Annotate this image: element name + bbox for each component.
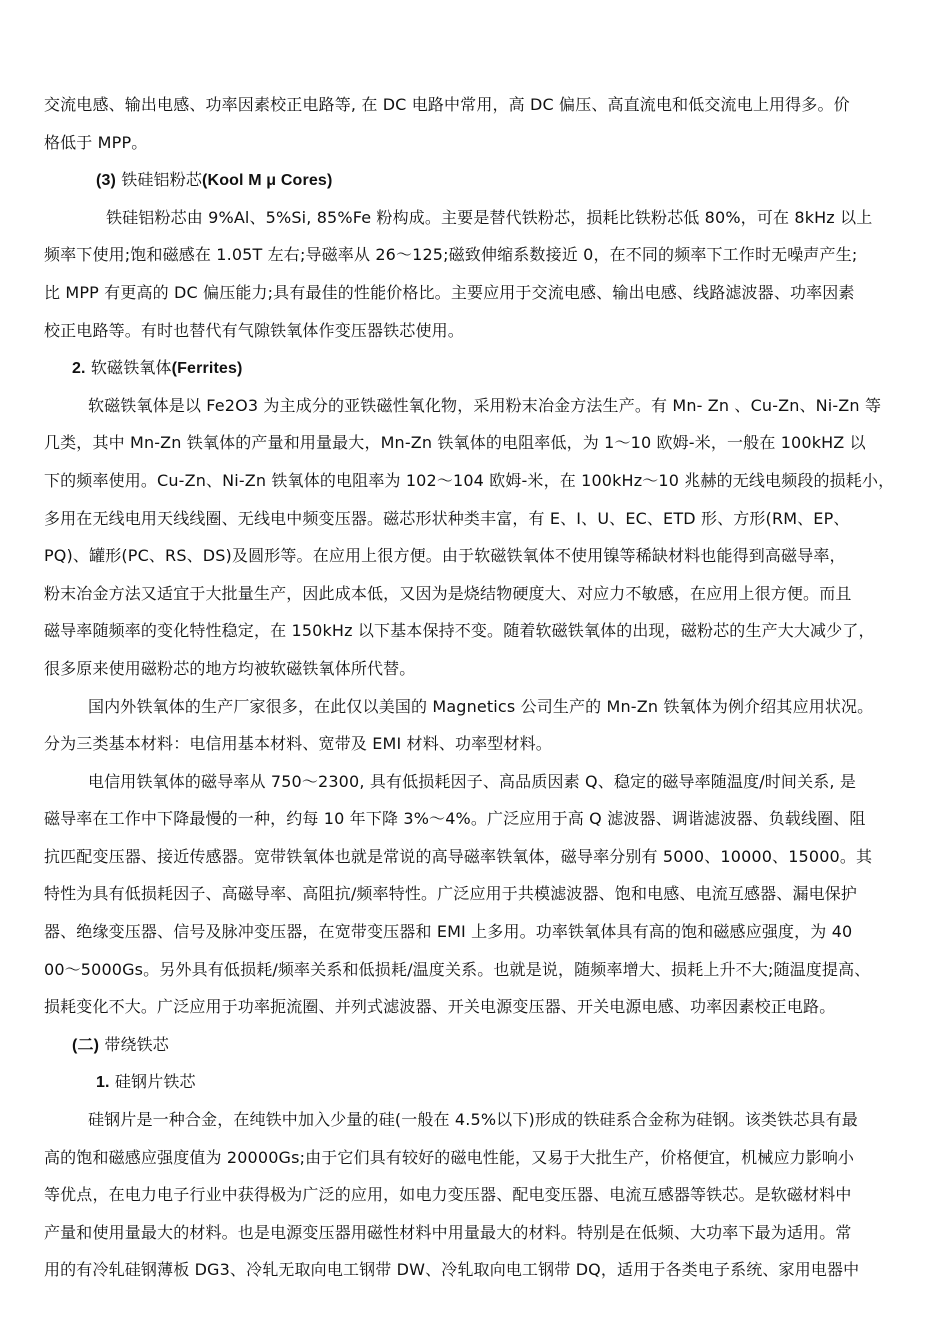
text-line: 多用在无线电用天线线圈、无线电中频变压器。磁芯形状种类丰富，有 E、I、U、EC、ETD 形、方形(RM、EP、 [44, 508, 850, 528]
text-line: 磁导率随频率的变化特性稳定，在 150kHz 以下基本保持不变。随着软磁铁氧体的出现，磁粉芯的生产大大减少了， [44, 621, 875, 641]
heading-number: 1. [96, 1074, 110, 1092]
document-page [44, 86, 922, 1289]
section-heading [44, 1063, 922, 1101]
text-line: 硅钢片是一种合金，在纯铁中加入少量的硅(一般在 4.5%以下)形成的铁硅系合金称为硅钢。该类铁芯具有最 [88, 1110, 858, 1130]
text-line: 格低于 MPP。 [44, 132, 148, 152]
text-line: 产量和使用量最大的材料。也是电源变压器用磁性材料中用量最大的材料。特别是在低频、大功率下最为适用。常 [44, 1222, 852, 1242]
text-line: 抗匹配变压器、接近传感器。宽带铁氧体也就是常说的高导磁率铁氧体，磁导率分别有 5000、10000、15000。其 [44, 846, 873, 866]
text-line: 几类，其中 Mn-Zn 铁氧体的产量和用量最大，Mn-Zn 铁氧体的电阻率低，为 1～10 欧姆-米，一般在 100kHZ 以 [44, 433, 866, 453]
heading-number: (二) [72, 1036, 100, 1054]
text-line: 粉末冶金方法又适宜于大批量生产，因此成本低，又因为是烧结物硬度大、对应力不敏感，在应用上很方便。而且 [44, 583, 852, 603]
text-line: 下的频率使用。Cu-Zn、Ni-Zn 铁氧体的电阻率为 102～104 欧姆-米，在 100kHz～10 兆赫的无线电频段的损耗小， [44, 470, 895, 490]
text-line: 交流电感、输出电感、功率因素校正电路等, 在 DC 电路中常用，高 DC 偏压、高直流电和低交流电上用得多。价 [44, 95, 850, 114]
section-heading [44, 349, 922, 387]
text-line: 高的饱和磁感应强度值为 20000Gs;由于它们具有较好的磁电性能，又易于大批生产，价格便宜，机械应力影响小 [44, 1147, 855, 1167]
heading-english: (Kool M μ Cores) [202, 172, 333, 190]
text-line: 铁硅铝粉芯由 9%Al、5%Si, 85%Fe 粉构成。主要是替代铁粉芯，损耗比铁粉芯低 80%，可在 8kHz 以上 [106, 207, 873, 227]
text-line: 比 MPP 有更高的 DC 偏压能力;具有最佳的性能价格比。主要应用于交流电感、输出电感、线路滤波器、功率因素 [44, 282, 855, 302]
text-line: 校正电路等。有时也替代有气隙铁氧体作变压器铁芯使用。 [44, 320, 464, 340]
heading-label: 带绕铁芯 [99, 1034, 169, 1054]
text-line: 00～5000Gs。另外具有低损耗/频率关系和低损耗/温度关系。也就是说，随频率增大、损耗上升不大;随温度提高、 [44, 959, 871, 979]
text-line: 用的有冷轧硅钢薄板 DG3、冷轧无取向电工钢带 DW、冷轧取向电工钢带 DQ，适用于各类电子系统、家用电器中 [44, 1260, 860, 1280]
section-heading [44, 1026, 922, 1064]
text-line: 等优点，在电力电子行业中获得极为广泛的应用，如电力变压器、配电变压器、电流互感器等铁芯。是软磁材料中 [44, 1185, 852, 1205]
text-line: PQ)、罐形(PC、RS、DS)及圆形等。在应用上很方便。由于软磁铁氧体不使用镍等稀缺材料也能得到高磁导率， [44, 546, 846, 566]
text-line: 分为三类基本材料：电信用基本材料、宽带及 EMI 材料、功率型材料。 [44, 734, 552, 754]
heading-number: (3) [96, 172, 117, 190]
text-line: 器、绝缘变压器、信号及脉冲变压器，在宽带变压器和 EMI 上多用。功率铁氧体具有高的饱和磁感应强度，为 40 [44, 922, 853, 942]
text-line: 损耗变化不大。广泛应用于功率扼流圈、并列式滤波器、开关电源变压器、开关电源电感、功率因素校正电路。 [44, 997, 836, 1017]
text-line: 频率下使用;饱和磁感在 1.05T 左右;导磁率从 26～125;磁致伸缩系数接近 0，在不同的频率下工作时无噪声产生; [44, 245, 858, 265]
heading-label: 铁硅铝粉芯 [116, 170, 203, 190]
heading-label: 硅钢片铁芯 [109, 1072, 196, 1092]
text-line: 很多原来使用磁粉芯的地方均被软磁铁氧体所代替。 [44, 658, 416, 678]
text-line: 软磁铁氧体是以 Fe2O3 为主成分的亚铁磁性氧化物，采用粉末冶金方法生产。有 Mn- Zn 、Cu-Zn、Ni-Zn 等 [88, 395, 882, 415]
heading-number: 2. [72, 360, 86, 378]
text-line: 特性为具有低损耗因子、高磁导率、高阻抗/频率特性。广泛应用于共模滤波器、饱和电感、电流互感器、漏电保护 [44, 884, 858, 904]
heading-label: 软磁铁氧体 [85, 358, 172, 378]
heading-english: (Ferrites) [171, 360, 243, 378]
text-line: 电信用铁氧体的磁导率从 750～2300, 具有低损耗因子、高品质因素 Q、稳定的磁导率随温度/时间关系, 是 [88, 771, 857, 791]
text-line: 磁导率在工作中下降最慢的一种，约每 10 年下降 3%～4%。广泛应用于高 Q 滤波器、调谐滤波器、负载线圈、阻 [44, 809, 866, 829]
section-heading [44, 161, 922, 199]
text-line: 国内外铁氧体的生产厂家很多，在此仅以美国的 Magnetics 公司生产的 Mn-Zn 铁氧体为例介绍其应用状况。 [88, 696, 874, 716]
